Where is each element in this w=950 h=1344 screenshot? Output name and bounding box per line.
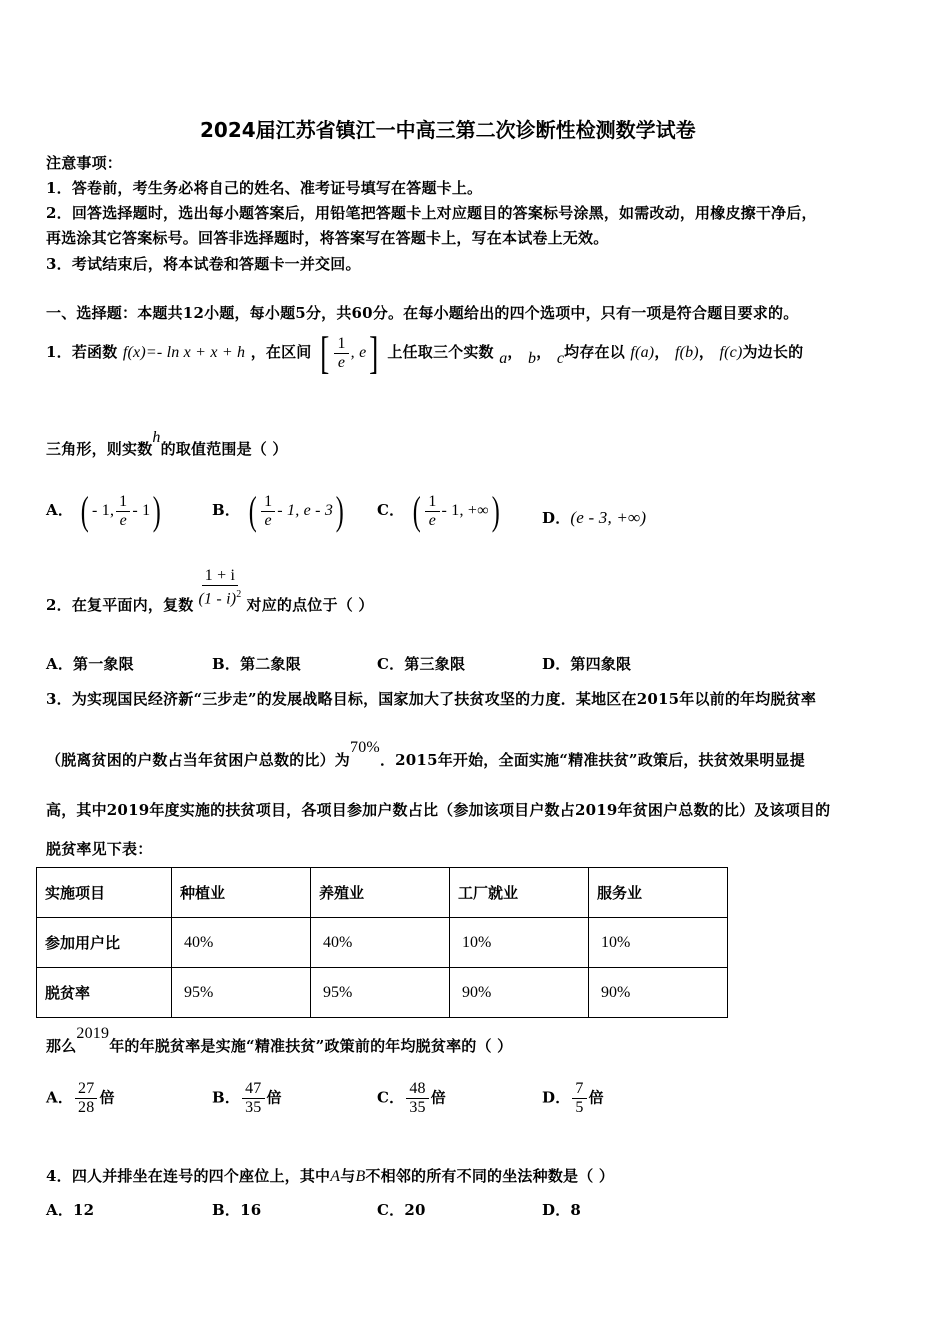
table-cell: 90% <box>589 968 728 1018</box>
table-cell: 90% <box>450 968 589 1018</box>
q4-option-d: D．8 <box>542 1201 582 1219</box>
page-title: 2024届江苏省镇江一中高三第二次诊断性检测数学试卷 <box>200 118 696 142</box>
q3-line1: 3．为实现国民经济新“三步走”的发展战略目标，国家加大了扶贫攻坚的力度．某地区在2015年以前的年均脱贫率 <box>46 690 817 708</box>
table-cell: 95% <box>172 968 311 1018</box>
q2-fraction: $\frac{1 + i}{(1 - i)^2}$ <box>198 567 242 608</box>
q1-fc: f(c) <box>719 344 743 361</box>
q1-interval-fraction: $\frac{1}{e}$ <box>334 335 348 372</box>
q1-var-c: c <box>556 350 565 367</box>
q4-var-a: A <box>330 1168 341 1185</box>
notice-heading: 注意事项： <box>46 154 123 172</box>
right-bracket: ] <box>369 327 379 378</box>
q1-prefix: 1．若函数 <box>46 343 118 361</box>
table-cell: 40% <box>172 918 311 968</box>
q3-year: 2019 <box>76 1025 110 1042</box>
q1-function: f(x)=- ln x + x + h <box>122 344 246 361</box>
q4-option-c: C．20 <box>377 1201 426 1219</box>
q3-line2: （脱离贫困的户数占当年贫困户总数的比）为70%．2015年开始，全面实施“精准扶贫”政策后，扶贫效果明显提 <box>46 739 805 769</box>
q1-var-h: h <box>152 429 161 446</box>
table-cell: 养殖业 <box>311 868 450 918</box>
q2-option-b: B．第二象限 <box>212 655 301 673</box>
table-cell: 服务业 <box>589 868 728 918</box>
q1-line2-text: 的取值范围是（ ） <box>160 440 288 458</box>
q1-text: 上任取三个实数 <box>387 343 494 361</box>
q3-option-d: D． $\frac{7}{5}$ 倍 <box>542 1080 604 1116</box>
question-2 <box>46 567 374 614</box>
q1-interval-tail: , e <box>350 344 367 361</box>
table-cell: 脱贫率 <box>37 968 172 1018</box>
table-cell: 实施项目 <box>37 868 172 918</box>
q1-option-a: A． ( - 1, $\frac{1}{e}$ - 1) <box>46 488 162 533</box>
table-header-row <box>37 868 728 918</box>
q1-fa: f(a) <box>630 344 655 361</box>
table-cell: 10% <box>450 918 589 968</box>
q2-option-a: A．第一象限 <box>46 655 134 673</box>
q2-option-c: C．第三象限 <box>377 655 466 673</box>
q3-option-a: A． $\frac{27}{28}$ 倍 <box>46 1080 115 1116</box>
q1-option-b: B． ( $\frac{1}{e}$ - 1, e - 3) <box>212 488 344 533</box>
q4-var-b: B <box>355 1168 366 1185</box>
q1-line2-text: 三角形，则实数 <box>46 440 153 458</box>
q3-line4: 脱贫率见下表： <box>46 840 153 858</box>
table-cell: 10% <box>589 918 728 968</box>
q1-tail: 为边长的 <box>742 343 804 361</box>
notice-item: 2．回答选择题时，选出每小题答案后，用铅笔把答题卡上对应题目的答案标号涂黑，如需改动，用橡皮擦干净后， <box>46 204 817 222</box>
q1-text: ，在区间 <box>250 343 312 361</box>
table-cell: 工厂就业 <box>450 868 589 918</box>
question-1-line2 <box>46 429 288 459</box>
q2-tail: 对应的点位于（ ） <box>246 596 374 614</box>
q3-question: 那么2019年的年脱贫率是实施“精准扶贫”政策前的年均脱贫率的（ ） <box>46 1025 513 1055</box>
q1-option-c: C． ( $\frac{1}{e}$ - 1, +∞) <box>377 488 500 533</box>
q4-option-b: B．16 <box>212 1201 262 1219</box>
poverty-table <box>36 867 728 1018</box>
q2-prefix: 2．在复平面内，复数 <box>46 596 194 614</box>
table-cell: 参加用户比 <box>37 918 172 968</box>
q1-option-d: D．(e - 3, +∞) <box>542 508 647 527</box>
notice-item: 再选涂其它答案标号。回答非选择题时，将答案写在答题卡上，写在本试卷上无效。 <box>46 229 609 247</box>
q3-line3: 高，其中2019年度实施的扶贫项目，各项目参加户数占比（参加该项目户数占2019年贫困户总数的比）及该项目的 <box>46 801 831 819</box>
q2-option-d: D．第四象限 <box>542 655 632 673</box>
notice-item: 3．考试结束后，将本试卷和答题卡一并交回。 <box>46 255 361 273</box>
q1-var-b: b <box>528 350 537 367</box>
table-row <box>37 918 728 968</box>
table-cell: 种植业 <box>172 868 311 918</box>
table-cell: 95% <box>311 968 450 1018</box>
q1-fb: f(b) <box>674 344 699 361</box>
notice-item: 1．答卷前，考生务必将自己的姓名、准考证号填写在答题卡上。 <box>46 179 483 197</box>
q3-rate: 70% <box>350 739 380 756</box>
q3-option-b: B． $\frac{47}{35}$ 倍 <box>212 1080 282 1116</box>
question-1-line1: 1．若函数 f(x)=- ln x + x + h ，在区间 [ $\frac{1}{e}$ , e] 上任取三个实数 a， b， c均存在以 f(a)， f(b)， f(c)为边长的 <box>46 327 804 378</box>
question-4: 4．四人并排坐在连号的四个座位上，其中A与B不相邻的所有不同的坐法种数是（ ） <box>46 1167 615 1185</box>
q1-var-a: a <box>499 350 508 367</box>
table-row <box>37 968 728 1018</box>
section-heading: 一、选择题：本题共12小题，每小题5分，共60分。在每小题给出的四个选项中，只有一项是符合题目要求的。 <box>46 304 799 322</box>
q4-option-a: A．12 <box>46 1201 95 1219</box>
q3-option-c: C． $\frac{48}{35}$ 倍 <box>377 1080 446 1116</box>
left-bracket: [ <box>320 327 330 378</box>
table-cell: 40% <box>311 918 450 968</box>
q1-text: 均存在以 <box>564 343 625 361</box>
